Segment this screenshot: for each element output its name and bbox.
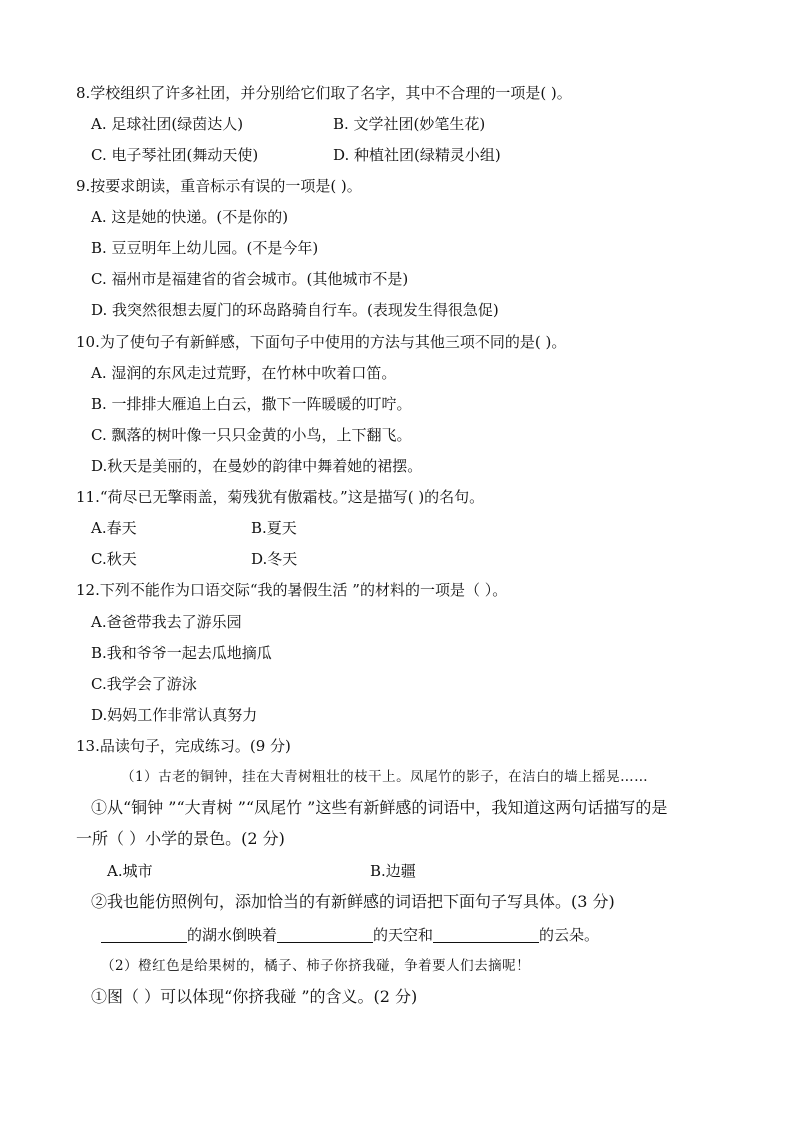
question-13-2-prompt: ②我也能仿照例句，添加恰当的有新鲜感的词语把下面句子写具体。(3 分) — [91, 892, 615, 911]
question-10-option-c: C. 飘落的树叶像一只只金黄的小鸟，上下翻飞。 — [91, 426, 412, 444]
question-13-1-prompt-line1: ①从“铜钟 ”“大青树 ”“凤尾竹 ”这些有新鲜感的词语中，我知道这两句话描写的是 — [91, 798, 668, 817]
fill-in-sentence — [101, 925, 599, 945]
question-13-passage-2: （2）橙红色是给果树的，橘子、柿子你挤我碰，争着要人们去摘呢！ — [101, 958, 531, 974]
question-12-option-d: D.妈妈工作非常认真努力 — [91, 706, 258, 724]
question-12-option-c: C.我学会了游泳 — [91, 675, 197, 693]
question-8-option-a: A. 足球社团(绿茵达人) — [91, 115, 244, 133]
question-11-stem: 11.“荷尽已无擎雨盖，菊残犹有傲霜枝。”这是描写( )的名句。 — [76, 488, 485, 506]
question-12-option-a: A.爸爸带我去了游乐园 — [91, 613, 242, 631]
question-12-option-b: B.我和爷爷一起去瓜地摘瓜 — [91, 644, 272, 662]
question-10-option-d: D.秋天是美丽的，在曼妙的韵律中舞着她的裙摆。 — [91, 457, 423, 475]
question-11-option-c: C.秋天 — [91, 550, 137, 568]
question-10-option-b: B. 一排排大雁追上白云，撒下一阵暖暖的叮咛。 — [91, 395, 412, 413]
question-9-option-c: C. 福州市是福建省的省会城市。(其他城市不是) — [91, 270, 409, 288]
question-13-1-option-a: A.城市 — [107, 862, 153, 880]
fill-text-2: 的天空和 — [373, 926, 434, 944]
question-11-option-b: B.夏天 — [251, 519, 297, 537]
question-13-passage-1: （1）古老的铜钟，挂在大青树粗壮的枝干上。凤尾竹的影子，在洁白的墙上摇晃…… — [121, 769, 649, 785]
fill-blank-3[interactable] — [433, 926, 539, 943]
question-9-stem: 9.按要求朗读，重音标示有误的一项是( )。 — [76, 177, 362, 195]
question-8-option-b: B. 文学社团(妙笔生花) — [333, 115, 486, 133]
question-9-option-d: D. 我突然很想去厦门的环岛路骑自行车。(表现发生得很急促) — [91, 301, 499, 319]
question-10-stem: 10.为了使句子有新鲜感，下面句子中使用的方法与其他三项不同的是( )。 — [76, 333, 567, 351]
question-11-option-d: D.冬天 — [251, 550, 298, 568]
fill-text-1: 的湖水倒映着 — [187, 926, 278, 944]
fill-blank-1[interactable] — [101, 926, 187, 943]
fill-blank-2[interactable] — [277, 926, 373, 943]
question-13-1-prompt-line2: 一所（ ）小学的景色。(2 分) — [76, 829, 285, 848]
question-8-option-d: D. 种植社团(绿精灵小组) — [333, 146, 501, 164]
question-13-stem: 13.品读句子，完成练习。(9 分) — [76, 737, 291, 755]
question-12-stem: 12.下列不能作为口语交际“我的暑假生活 ”的材料的一项是（ ）。 — [76, 581, 508, 599]
question-9-option-a: A. 这是她的快递。(不是你的) — [91, 208, 289, 226]
question-13-1-option-b: B.边疆 — [370, 862, 416, 880]
question-11-option-a: A.春天 — [91, 519, 137, 537]
question-8-option-c: C. 电子琴社团(舞动天使) — [91, 146, 259, 164]
question-9-option-b: B. 豆豆明年上幼儿园。(不是今年) — [91, 239, 319, 257]
question-13-3-prompt: ①图（ ）可以体现“你挤我碰 ”的含义。(2 分) — [91, 987, 418, 1006]
question-10-option-a: A. 湿润的东风走过荒野，在竹林中吹着口笛。 — [91, 364, 397, 382]
question-8-stem: 8.学校组织了许多社团，并分别给它们取了名字，其中不合理的一项是( )。 — [76, 84, 572, 102]
fill-text-3: 的云朵。 — [539, 926, 600, 944]
